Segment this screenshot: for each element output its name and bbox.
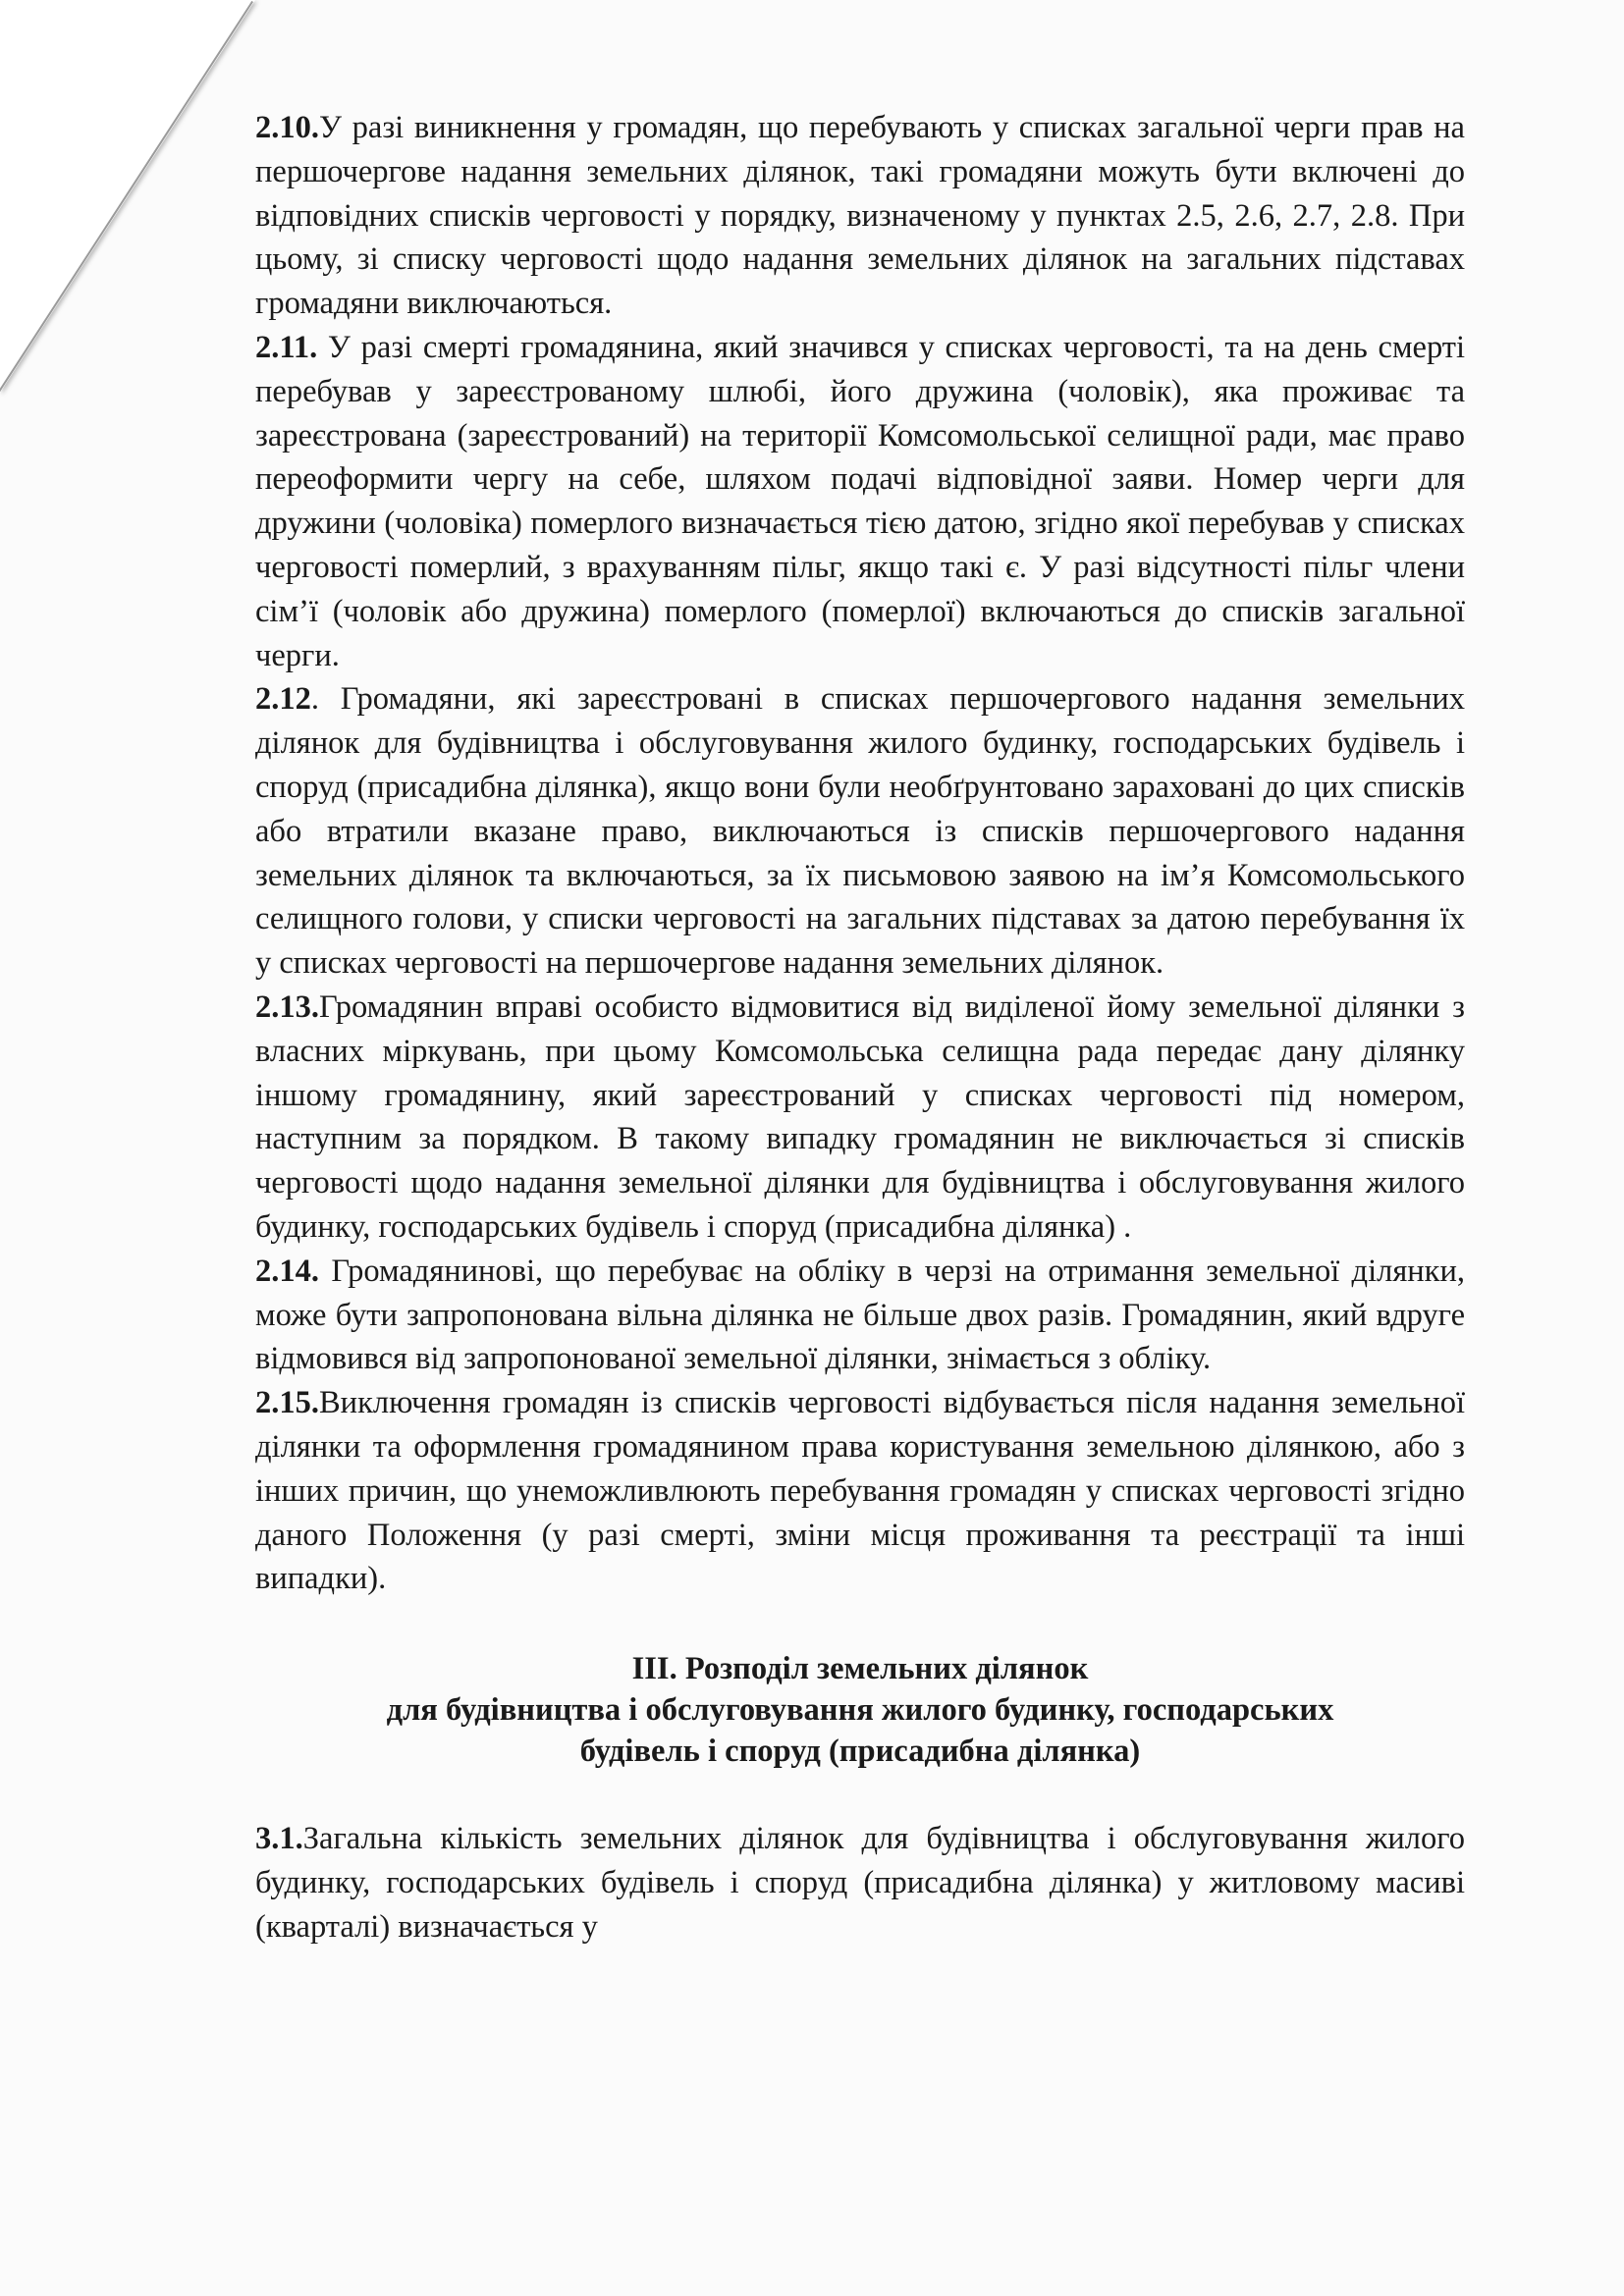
paragraph-2-12 <box>255 677 1465 986</box>
section-heading-line-1: ІІІ. Розподіл земельних ділянок <box>631 1651 1089 1687</box>
spacer <box>255 1601 1465 1648</box>
paragraph-number: 2.14. <box>255 1253 319 1289</box>
page-corner-fold <box>0 0 255 393</box>
paragraph-text: У разі смерті громадянина, який значився у списках черговості, та на день смерті перебував у зареєстрованому шлюбі, його дружина (чоловік), яка проживає та зареєстрована (зареєстрований) на території Комсомольської селищної ради, має право переоформити чергу на себе, шляхом подачі відповідної заяви. Номер черги для дружини (чоловіка) померлого визначається тією датою, згідно якої перебував у списках черговості померлий, з врахуванням пільг, якщо такі є. У разі відсутності пільг члени сім’ї (чоловік або дружина) померлого (померлої) включаються до списків загальної черги. <box>255 329 1465 673</box>
paragraph-2-15 <box>255 1381 1465 1601</box>
paragraph-number: 2.11. <box>255 329 318 365</box>
paragraph-text: Громадянин вправі особисто відмовитися від виділеної йому земельної ділянки з власних міркувань, при цьому Комсомольська селищна рада передає дану ділянку іншому громадянину, який зареєстрований у списках черговості під номером, наступним за порядком. В такому випадку громадянин не виключається зі списків черговості щодо надання земельної ділянки для будівництва і обслуговування жилого будинку, господарських будівель і споруд (присадибна ділянка) . <box>255 988 1465 1245</box>
paragraph-number: 3.1. <box>255 1821 303 1857</box>
paragraph-number: 2.10. <box>255 110 319 145</box>
paragraph-2-10 <box>255 106 1465 326</box>
paragraph-2-11 <box>255 326 1465 677</box>
paragraph-text: . Громадяни, які зареєстровані в списках першочергового надання земельних ділянок для будівництва і обслуговування жилого будинку, господарських будівель і споруд (присадибна ділянка), якщо вони були необґрунтовано зараховані до цих списків або втратили вказане право, виключаються із списків першочергового надання земельних ділянок та включаються, за їх письмовою заявою на ім’я Комсомольського селищного голови, у списки черговості на загальних підставах за датою перебування їх у списках черговості на першочергове надання земельних ділянок. <box>255 681 1465 982</box>
paragraph-number: 2.15. <box>255 1385 319 1421</box>
spacer <box>255 1772 1465 1817</box>
paragraph-number: 2.13. <box>255 988 319 1025</box>
document-body <box>255 106 1465 1949</box>
paragraph-2-13 <box>255 986 1465 1250</box>
paragraph-number: 2.12 <box>255 681 311 718</box>
paragraph-3-1 <box>255 1817 1465 1949</box>
section-heading-line-2: для будівництва і обслуговування жилого будинку, господарських <box>386 1692 1334 1729</box>
paragraph-text: У разі виникнення у громадян, що перебувають у списках загальної черги прав на першочергове надання земельних ділянок, такі громадяни можуть бути включені до відповідних списків черговості у порядку, визначеному у пунктах 2.5, 2.6, 2.7, 2.8. При цьому, зі списку черговості щодо надання земельних ділянок на загальних підставах громадяни виключаються. <box>255 110 1465 322</box>
paragraph-text: Загальна кількість земельних ділянок для будівництва і обслуговування жилого будинку, господарських будівель і споруд (присадибна ділянка) у житловому масиві (кварталі) визначається у <box>255 1821 1465 1945</box>
paragraph-text: Виключення громадян із списків черговості відбувається після надання земельної ділянки та оформлення громадянином права користування земельною ділянкою, або з інших причин, що унеможливлюють перебування громадян у списках черговості згідно даного Положення (у разі смерті, зміни місця проживання та реєстрації та інші випадки). <box>255 1385 1465 1597</box>
paragraph-text: Громадянинові, що перебуває на обліку в черзі на отримання земельної ділянки, може бути запропонована вільна ділянка не більше двох разів. Громадянин, який вдруге відмовився від запропонованої земельної ділянки, знімається з обліку. <box>255 1253 1465 1377</box>
paragraph-2-14 <box>255 1250 1465 1381</box>
section-heading-line-3: будівель і споруд (присадибна ділянка) <box>579 1734 1141 1770</box>
